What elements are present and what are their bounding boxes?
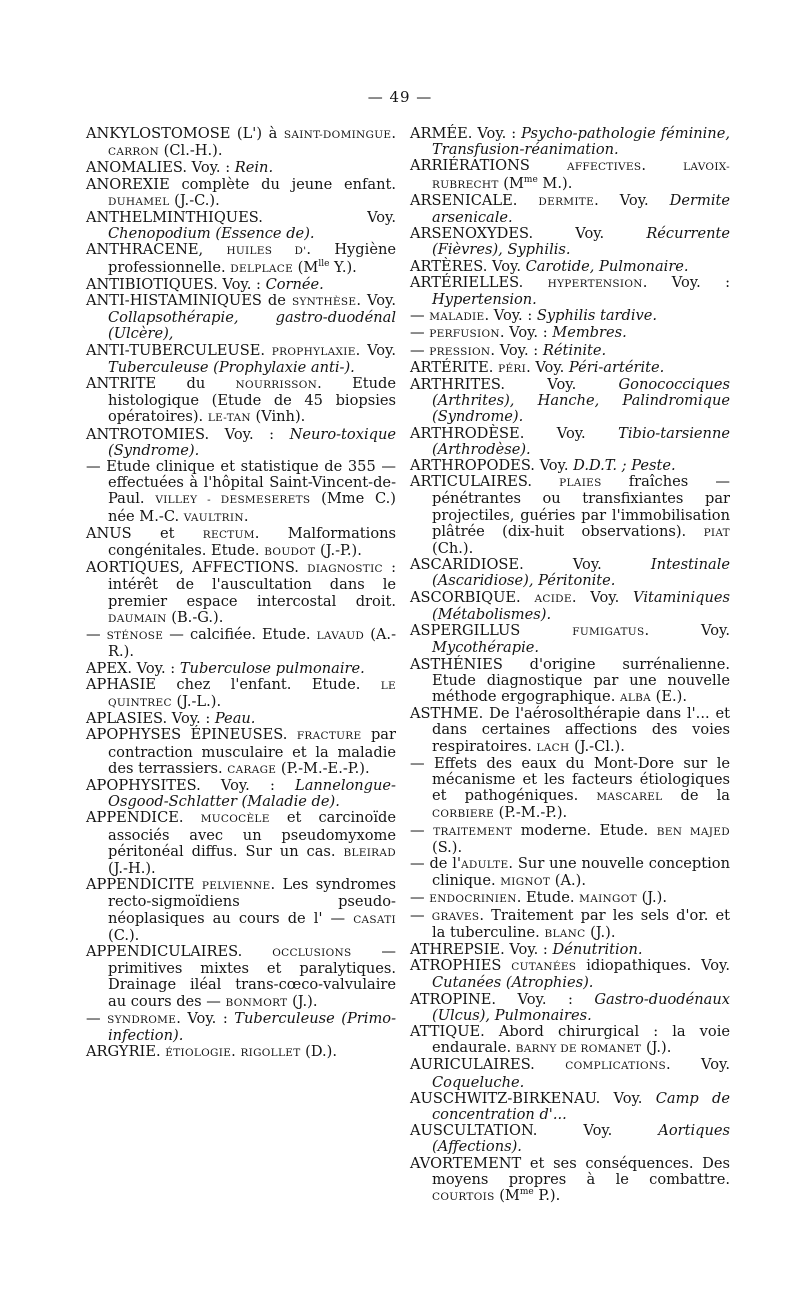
index-entry bbox=[410, 557, 730, 589]
entry-text: NOURRISSON bbox=[235, 379, 318, 392]
entry-text: Mycothérapie. bbox=[432, 639, 540, 657]
entry-text: ANTROTOMIES. Voy. : bbox=[86, 425, 290, 443]
entry-text: AORTIQUES, AFFECTIONS. bbox=[86, 559, 308, 577]
index-entry bbox=[410, 908, 730, 942]
entry-text: Vitaminiques (Métabolismes). bbox=[432, 588, 730, 623]
entry-text: ADULTE bbox=[460, 858, 509, 871]
entry-text: ENDOCRINIEN bbox=[429, 893, 517, 906]
entry-text: SYNTHÈSE bbox=[291, 296, 357, 309]
entry-text: ANTHRACENE, bbox=[86, 241, 227, 259]
entry-text: Neuro-toxique (Syndrome). bbox=[108, 425, 396, 459]
index-entry bbox=[86, 343, 396, 376]
entry-text: . Voy. : bbox=[642, 273, 731, 291]
entry-text: PIAT bbox=[703, 526, 730, 539]
index-entry bbox=[86, 242, 396, 276]
entry-text: AURICULAIRES. bbox=[410, 1056, 566, 1074]
index-entry bbox=[86, 560, 396, 627]
entry-text: ANKYLOSTOMOSE (L') à bbox=[86, 125, 284, 142]
entry-text: . Voy. bbox=[526, 358, 569, 376]
entry-text: VAULTRIN bbox=[183, 511, 244, 524]
entry-text: COURTOIS bbox=[432, 1191, 495, 1203]
entry-text: HYPERTENSION bbox=[547, 277, 643, 290]
entry-text: Cornée. bbox=[265, 275, 324, 293]
entry-text: ARGYRIE. bbox=[86, 1043, 166, 1061]
entry-text: Collapsothérapie, gastro-duodénal (Ulcère), bbox=[108, 309, 396, 343]
entry-text: ALBA bbox=[619, 691, 652, 704]
entry-text: . Traitement par les sels d'or. et la tuberculine. bbox=[432, 906, 730, 941]
entry-text: Y.). bbox=[329, 258, 357, 276]
entry-text: Gastro-duodénaux (Ulcus), Pulmonaires. bbox=[432, 990, 730, 1024]
entry-text: Tuberculeuse (Primo-infection). bbox=[108, 1009, 396, 1044]
entry-text: . Etude histologique (Etude de 45 biopsies opératoires). bbox=[108, 375, 396, 426]
entry-text: MAINGOT bbox=[579, 893, 637, 906]
index-entry bbox=[410, 426, 730, 458]
entry-text: — primitives mixtes et paralytiques. Drainage iléal trans-cœco-valvulaire au cours des — bbox=[108, 942, 396, 1010]
entry-text: (Vinh). bbox=[250, 408, 306, 426]
index-entry bbox=[410, 458, 730, 474]
entry-text: — bbox=[86, 626, 107, 644]
entry-text: PERFUSION bbox=[429, 328, 500, 341]
entry-text: LE-TAN bbox=[207, 412, 251, 425]
index-entry bbox=[86, 661, 396, 677]
index-entry bbox=[86, 427, 396, 459]
entry-text: Membres. bbox=[552, 324, 627, 342]
index-entry bbox=[86, 711, 396, 727]
entry-text: BEN MAJED bbox=[656, 825, 730, 838]
entry-text: (J.-C.). bbox=[169, 191, 220, 209]
index-entry bbox=[410, 360, 730, 377]
index-entry bbox=[86, 126, 396, 160]
entry-text: ASTHÉNIES d'origine surrénalienne. Etude diagnostique par une nouvelle méthode ergographique. bbox=[410, 655, 730, 705]
entry-text: (B.-G.). bbox=[166, 608, 224, 626]
entry-text: OCCLUSIONS bbox=[272, 946, 352, 959]
entry-text: PELVIENNE bbox=[201, 880, 271, 893]
index-entry bbox=[86, 277, 396, 293]
entry-text: (J.). bbox=[287, 992, 318, 1010]
entry-text: Coqueluche. bbox=[432, 1073, 525, 1091]
entry-text: APHASIE chez l'enfant. Etude. bbox=[86, 675, 381, 693]
entry-text: ANOMALIES. Voy. : bbox=[86, 159, 235, 177]
entry-text: Tuberculeuse (Prophylaxie anti-). bbox=[108, 358, 355, 376]
entry-text: SYNDROME bbox=[107, 1013, 177, 1026]
entry-text: MUCOCÈLE bbox=[200, 813, 270, 826]
entry-text: par contraction musculaire et la maladie des terrassiers. bbox=[108, 726, 396, 777]
entry-text: (P.-M.-P.). bbox=[494, 804, 568, 822]
entry-text: DERMITE bbox=[538, 195, 595, 208]
index-entry bbox=[86, 877, 396, 944]
index-entry bbox=[86, 210, 396, 242]
index-entry bbox=[86, 727, 396, 778]
entry-text: — de l' bbox=[410, 854, 461, 872]
entry-text: APOPHYSES ÉPINEUSES. bbox=[86, 726, 297, 744]
entry-text: Cutanées (Atrophies). bbox=[432, 974, 594, 992]
entry-text: LAVOIX-RUBRECHT bbox=[432, 161, 731, 191]
entry-text: ATROPINE. Voy. : bbox=[410, 990, 595, 1008]
entry-text: . bbox=[243, 507, 249, 525]
entry-text: — bbox=[410, 821, 434, 839]
entry-text: — bbox=[410, 906, 432, 924]
entry-text: Psycho-pathologie féminine, Transfusion-réanimation. bbox=[432, 125, 730, 159]
entry-text: Rein. bbox=[234, 159, 274, 177]
entry-text: : intérêt de l'auscultation dans le premier espace intercostal droit. bbox=[108, 559, 396, 610]
entry-text: LE QUINTREC bbox=[108, 679, 396, 709]
entry-text: Camp de concentration d'... bbox=[432, 1089, 730, 1123]
index-entry bbox=[410, 474, 730, 557]
entry-text: Peau. bbox=[214, 710, 256, 728]
index-entry bbox=[410, 623, 730, 656]
index-entry bbox=[410, 992, 730, 1024]
entry-text: . Voy. bbox=[355, 341, 396, 359]
entry-text: Aortiques (Affections). bbox=[432, 1122, 730, 1156]
entry-text: . Voy. bbox=[571, 588, 634, 606]
entry-text: RIGOLLET bbox=[240, 1047, 301, 1060]
entry-text: TRAITEMENT bbox=[433, 825, 513, 838]
index-entry bbox=[410, 1123, 730, 1155]
entry-text: (A.-R.). bbox=[108, 626, 396, 661]
entry-text: (P.-M.-E.-P.). bbox=[276, 759, 370, 777]
index-entry bbox=[86, 778, 396, 810]
entry-text: RECTUM bbox=[202, 528, 255, 541]
entry-text: ATTIQUE. Abord chirurgical : la voie endaurale. bbox=[410, 1022, 730, 1057]
entry-text: ARSENICALE. bbox=[410, 191, 539, 209]
index-entry bbox=[86, 944, 396, 1011]
entry-text: ASCORBIQUE. bbox=[410, 588, 535, 606]
entry-text: Intestinale (Ascaridiose), Péritonite. bbox=[432, 556, 730, 590]
entry-text: (J.-H.). bbox=[108, 859, 156, 877]
index-entry bbox=[86, 1044, 396, 1061]
entry-text: . Hygiène professionnelle. bbox=[108, 241, 396, 276]
entry-text: — bbox=[86, 1009, 108, 1027]
entry-text: fraîches — pénétrantes ou transfixiantes par projectiles, guéries par l'immobilisation plâtrée (dix-huit observations). bbox=[432, 473, 730, 540]
entry-text: (J.-Cl.). bbox=[569, 737, 625, 755]
entry-text: . Voy. : bbox=[484, 307, 537, 325]
entry-text: Chenopodium (Essence de). bbox=[108, 225, 315, 243]
index-entry bbox=[410, 958, 730, 991]
index-entry bbox=[410, 706, 730, 756]
entry-text: ANTI-HISTAMINIQUES de bbox=[86, 292, 292, 310]
entry-text: (J.). bbox=[585, 923, 616, 941]
entry-text: DIAGNOSTIC bbox=[307, 563, 383, 576]
entry-text: CORBIERE bbox=[432, 808, 495, 821]
entry-text: APOPHYSITES. Voy. : bbox=[86, 776, 295, 794]
index-entry bbox=[410, 823, 730, 856]
entry-text: MALADIE bbox=[429, 311, 485, 324]
index-entry bbox=[410, 226, 730, 258]
entry-text: APLASIES. Voy. : bbox=[86, 710, 215, 728]
entry-text: Hypertension. bbox=[432, 291, 537, 309]
entry-text: (Mme C.) née M.-C. bbox=[108, 490, 396, 525]
index-entry bbox=[410, 590, 730, 623]
entry-text: ARMÉE. Voy. : bbox=[410, 125, 522, 142]
entry-text: ANTIBIOTIQUES. Voy. : bbox=[86, 275, 266, 293]
entry-text: Tuberculose pulmonaire. bbox=[179, 659, 365, 677]
index-entry bbox=[410, 657, 730, 707]
index-entry bbox=[86, 376, 396, 427]
entry-text: ARTICULAIRES. bbox=[410, 473, 560, 491]
entry-text: ARTHROPODES. Voy. bbox=[410, 457, 574, 475]
entry-text: STÉNOSE bbox=[106, 630, 164, 643]
entry-text: Dermite arsenicale. bbox=[432, 191, 730, 227]
entry-text: APPENDICE. bbox=[86, 809, 201, 827]
entry-text: ATROPHIES bbox=[410, 957, 512, 975]
entry-text: CUTANÉES bbox=[511, 961, 577, 974]
entry-text: DELPLACE bbox=[230, 262, 294, 275]
entry-text: idiopathiques. Voy. bbox=[576, 957, 730, 975]
entry-text: AFFECTIVES bbox=[566, 161, 642, 174]
index-entry bbox=[86, 677, 396, 711]
entry-text: et carcinoïde associés avec un pseudomyxome péritonéal diffus. Sur un cas. bbox=[108, 809, 396, 860]
entry-text: . Voy. bbox=[356, 292, 396, 310]
entry-text: DUHAMEL bbox=[108, 195, 170, 208]
index-entry bbox=[410, 308, 730, 325]
entry-text: (C.). bbox=[108, 926, 140, 944]
entry-text: . bbox=[231, 1043, 241, 1061]
entry-text: VILLEY - DESMESERETS bbox=[155, 494, 311, 507]
entry-text: Syphilis tardive. bbox=[536, 307, 658, 325]
index-entry bbox=[410, 377, 730, 426]
entry-text: . Sur une nouvelle conception clinique. bbox=[432, 854, 730, 890]
page-number: — 49 — bbox=[367, 88, 433, 106]
entry-text: MASCAREL bbox=[596, 791, 663, 804]
entry-text: Carotide, Pulmonaire. bbox=[525, 257, 689, 275]
entry-text: . Malformations congénitales. Etude. bbox=[108, 524, 396, 560]
entry-text: (J.). bbox=[636, 889, 667, 907]
entry-text: FRACTURE bbox=[296, 730, 362, 743]
entry-text: — bbox=[410, 341, 430, 359]
entry-text: . Voy. : bbox=[499, 324, 553, 342]
entry-text: AUSCHWITZ-BIRKENAU. Voy. bbox=[410, 1089, 656, 1107]
entry-text: (E.). bbox=[651, 687, 687, 705]
entry-text: Péri-artérite. bbox=[568, 358, 665, 376]
entry-text: . Les syndromes recto-sigmoïdiens pseudo-néoplasiques au cours de l' — bbox=[108, 876, 396, 927]
index-entry bbox=[410, 942, 730, 958]
entry-text: PROPHYLAXIE bbox=[271, 345, 356, 358]
entry-text: CASATI bbox=[353, 913, 396, 926]
entry-text: . Voy. : bbox=[176, 1009, 235, 1027]
entry-text: (A.). bbox=[550, 872, 586, 890]
entry-text: de la bbox=[662, 787, 730, 805]
entry-text: Rétinite. bbox=[542, 341, 607, 359]
entry-text: . Voy. bbox=[594, 191, 670, 209]
entry-text: APPENDICITE bbox=[86, 876, 202, 894]
entry-text: . Etude. bbox=[516, 889, 580, 907]
index-entry bbox=[410, 275, 730, 308]
entry-text: . bbox=[391, 125, 396, 142]
entry-text: P.). bbox=[533, 1187, 561, 1204]
entry-text: ARTÉRITE. bbox=[410, 358, 499, 376]
index-entry bbox=[410, 856, 730, 890]
entry-text: PRESSION bbox=[429, 345, 491, 358]
entry-text: AUSCULTATION. Voy. bbox=[410, 1122, 659, 1140]
entry-text: — bbox=[410, 889, 430, 907]
index-entry bbox=[410, 193, 730, 226]
entry-text: (M bbox=[293, 258, 319, 276]
entry-text: . Voy. bbox=[644, 622, 730, 640]
entry-text: (M bbox=[494, 1187, 520, 1204]
entry-text: . Voy. bbox=[665, 1056, 730, 1074]
index-entry bbox=[410, 325, 730, 342]
entry-text: ANTHELMINTHIQUES. Voy. bbox=[86, 209, 396, 227]
entry-text: ANOREXIE complète du jeune enfant. bbox=[86, 175, 396, 193]
entry-text: CARRON bbox=[108, 146, 160, 159]
right-column bbox=[410, 126, 730, 1205]
entry-text: DAUMAIN bbox=[108, 612, 167, 625]
entry-text: . bbox=[641, 157, 684, 175]
entry-text: Gonococciques (Arthrites), Hanche, Palindromique (Syndrome). bbox=[432, 376, 730, 426]
entry-text: — bbox=[410, 324, 430, 342]
entry-text: ARTHRODÈSE. Voy. bbox=[410, 424, 619, 442]
entry-text: moderne. Etude. bbox=[512, 821, 657, 839]
entry-text: ASPERGILLUS bbox=[410, 622, 573, 640]
entry-text: ANTRITE du bbox=[86, 375, 236, 393]
index-entry bbox=[86, 293, 396, 343]
index-entry bbox=[86, 627, 396, 660]
entry-text: GRAVES bbox=[431, 910, 480, 923]
entry-text: BLANC bbox=[544, 927, 586, 940]
entry-text: FUMIGATUS bbox=[572, 626, 645, 639]
entry-text: — Effets des eaux du Mont-Dore sur le mécanisme et les facteurs étiologiques et pathogéniques. bbox=[410, 754, 730, 805]
entry-text: Lannelongue-Osgood-Schlatter (Maladie de). bbox=[108, 776, 396, 811]
left-column bbox=[86, 126, 396, 1061]
entry-text: Dénutrition. bbox=[552, 940, 643, 958]
index-entry bbox=[410, 1057, 730, 1090]
entry-text: ASTHME. De l'aérosolthérapie dans l'... et dans certaines affections des voies respiratoires. bbox=[410, 705, 730, 755]
index-entry bbox=[410, 756, 730, 823]
index-entry bbox=[86, 810, 396, 877]
entry-text: COMPLICATIONS bbox=[565, 1060, 666, 1073]
index-entry bbox=[410, 1156, 730, 1206]
entry-text: PÉRI bbox=[498, 362, 527, 375]
entry-text: — calcifiée. Etude. bbox=[163, 626, 317, 644]
entry-text: ASCARIDIOSE. Voy. bbox=[410, 556, 651, 574]
index-entry bbox=[86, 459, 396, 526]
entry-text: (M bbox=[498, 174, 524, 192]
entry-text: MIGNOT bbox=[500, 876, 551, 889]
entry-text: ACIDE bbox=[534, 592, 572, 605]
entry-text: (D.). bbox=[300, 1043, 337, 1061]
index-entry bbox=[410, 259, 730, 275]
index-entry bbox=[86, 526, 396, 560]
index-entry bbox=[86, 177, 396, 210]
index-entry bbox=[86, 1011, 396, 1044]
entry-text: ARTHRITES. Voy. bbox=[410, 376, 619, 394]
entry-text: (J.-L.). bbox=[171, 692, 222, 710]
entry-text: ANUS et bbox=[86, 524, 203, 542]
entry-text: ARTÈRES. Voy. bbox=[410, 257, 526, 275]
entry-text: (J.-P.). bbox=[315, 542, 362, 560]
entry-text: ATHREPSIE. Voy. : bbox=[410, 940, 553, 958]
entry-text: BOUDOT bbox=[264, 546, 316, 559]
entry-text: Tibio-tarsienne (Arthrodèse). bbox=[432, 424, 730, 458]
entry-text: CARAGE bbox=[227, 763, 277, 776]
index-entry bbox=[410, 1024, 730, 1057]
index-entry bbox=[410, 1091, 730, 1123]
entry-text: ARTÉRIELLES. bbox=[410, 273, 548, 291]
entry-text: LACH bbox=[536, 741, 570, 754]
entry-text: ANTI-TUBERCULEUSE. bbox=[86, 341, 272, 359]
entry-text: (Cl.-H.). bbox=[159, 142, 223, 160]
entry-text: me bbox=[519, 1187, 534, 1198]
index-entry bbox=[410, 158, 730, 192]
entry-text: (J.). bbox=[641, 1039, 672, 1057]
entry-text: me bbox=[523, 174, 538, 185]
entry-text: SAINT-DOMINGUE bbox=[283, 129, 392, 141]
entry-text: (Ch.). bbox=[432, 540, 474, 558]
entry-text: — bbox=[410, 307, 430, 325]
entry-text: APEX. Voy. : bbox=[86, 659, 180, 677]
entry-text: BARNY DE ROMANET bbox=[515, 1043, 642, 1056]
entry-text: BONMORT bbox=[225, 996, 288, 1009]
entry-text: — Etude clinique et statistique de 355 — effectuées à l'hôpital Saint-Vincent-de-Paul. bbox=[86, 458, 396, 508]
index-entry bbox=[410, 343, 730, 360]
entry-text: lle bbox=[318, 258, 330, 269]
entry-text: Récurrente (Fièvres), Syphilis. bbox=[432, 225, 730, 259]
entry-text: (S.). bbox=[432, 838, 463, 856]
entry-text: APPENDICULAIRES. bbox=[86, 942, 273, 960]
entry-text: LAVAUD bbox=[316, 630, 365, 643]
entry-text: D.D.T. ; Peste. bbox=[573, 457, 676, 475]
entry-text: . Voy. : bbox=[490, 341, 543, 359]
index-entry bbox=[410, 126, 730, 158]
entry-text: AVORTEMENT et ses conséquences. Des moyens propres à le combattre. bbox=[410, 1154, 730, 1188]
entry-text: ÉTIOLOGIE bbox=[165, 1047, 232, 1060]
entry-text: HUILES D' bbox=[226, 245, 307, 258]
index-entry bbox=[410, 890, 730, 907]
entry-text: PLAIES bbox=[559, 477, 602, 490]
entry-text: M.). bbox=[537, 174, 573, 192]
entry-text: ARSENOXYDES. Voy. bbox=[410, 225, 647, 243]
index-entry bbox=[86, 160, 396, 176]
entry-text: BLEIRAD bbox=[343, 846, 396, 859]
entry-text: ARRIÉRATIONS bbox=[410, 157, 567, 175]
